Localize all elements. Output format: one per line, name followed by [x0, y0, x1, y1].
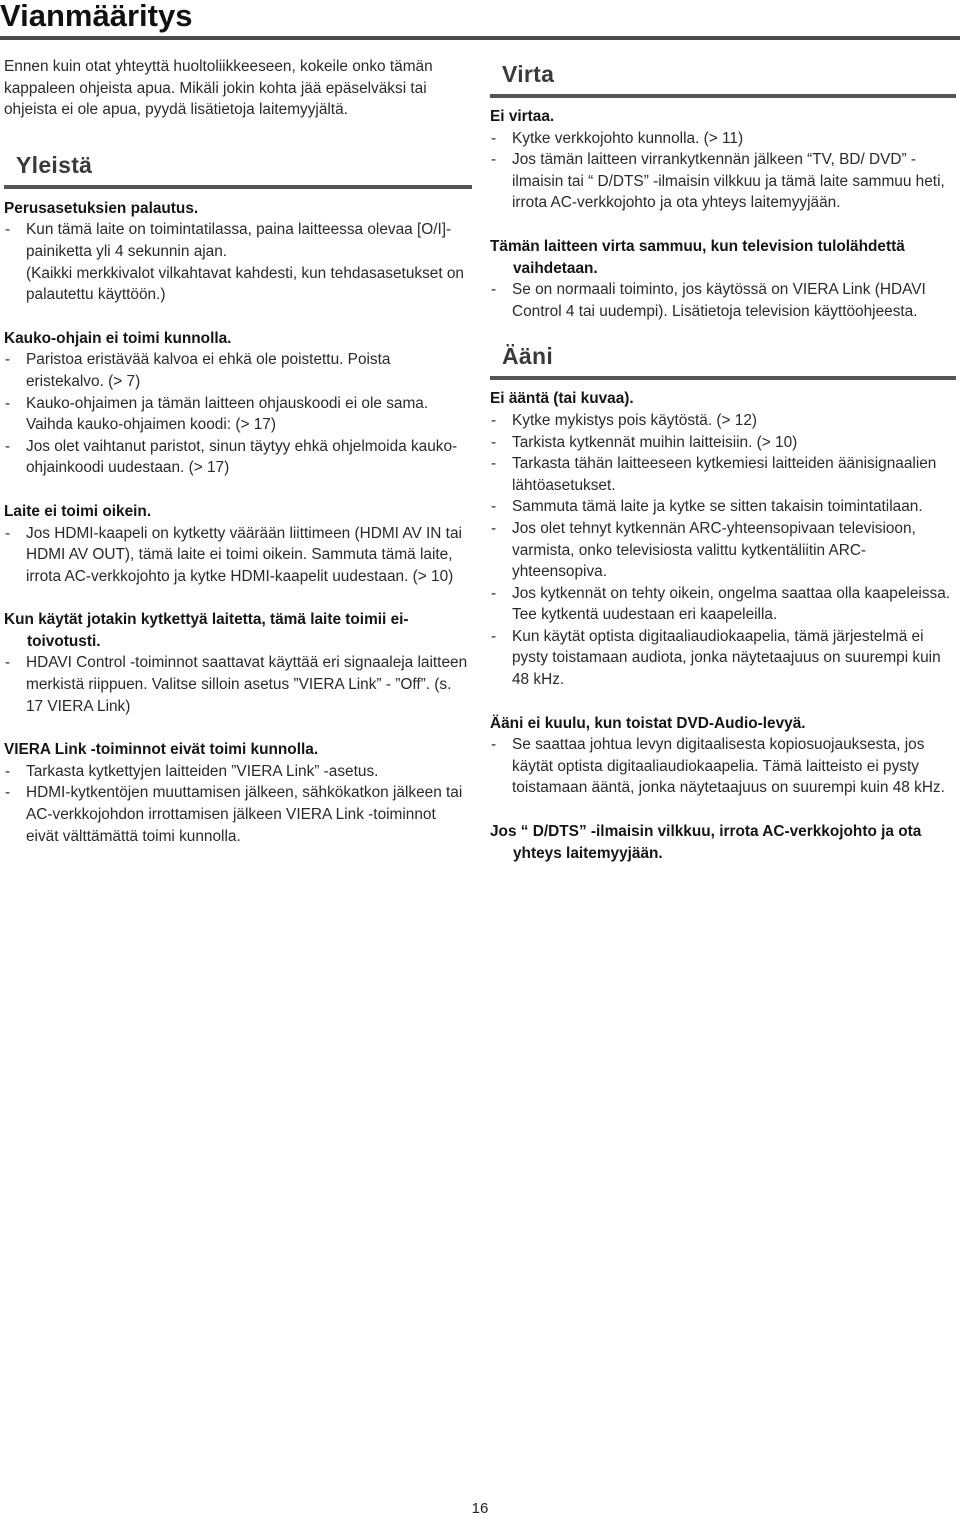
page-title: Vianmääritys: [0, 0, 193, 33]
reset-title: Perusasetuksien palautus.: [4, 199, 199, 217]
list-item: - Kytke verkkojohto kunnolla. (> 11): [490, 128, 956, 150]
list-item: - Kauko-ohjaimen ja tämän laitteen ohjauskoodi ei ole sama. Vaihda kauko-ohjaimen koodi: (> 17): [4, 393, 472, 436]
list-item: - Paristoa eristävää kalvoa ei ehkä ole poistettu. Poista eristekalvo. (> 7): [4, 349, 472, 392]
device-list: [4, 523, 472, 588]
list-item: - Se on normaali toiminto, jos käytössä on VIERA Link (HDAVI Control 4 tai uudempi). Lisätietoja television käyttöohjeesta.: [490, 279, 956, 322]
list-item: - Tarkasta tähän laitteeseen kytkemiesi laitteiden äänisignaalien lähtöasetukset.: [490, 453, 956, 496]
list-item: - HDMI-kytkentöjen muuttamisen jälkeen, sähkökatkon jälkeen tai AC-verkkojohdon irrottamisen jälkeen VIERA Link -toiminnot eivät välttämättä toimi kunnolla.: [4, 782, 472, 847]
page-number: 16: [471, 1500, 489, 1517]
section-heading-power: Virta: [502, 61, 555, 87]
list-item: - Kun tämä laite on toimintatilassa, paina laitteessa olevaa [O/I]-painiketta yli 4 sekunnin ajan.: [4, 219, 472, 262]
section-heading-general: Yleistä: [16, 151, 93, 178]
list-item: - Kun käytät optista digitaaliaudiokaapelia, tämä järjestelmä ei pysty toistamaan audiota, jonka näytetaajuus on suurempi kuin 48 kHz.: [490, 626, 956, 691]
list-item: - Kytke mykistys pois käytöstä. (> 12): [490, 410, 956, 432]
list-item: - HDAVI Control -toiminnot saattavat käyttää eri signaaleja laitteen merkistä riippuen. Valitse silloin asetus ”VIERA Link” - ”Off”. (s. 17 VIERA Link): [4, 652, 472, 717]
section-heading-sound: Ääni: [502, 343, 554, 370]
list-item: - Jos olet vaihtanut paristot, sinun täytyy ehkä ohjelmoida kauko-ohjainkoodi uudestaan. (> 17): [4, 436, 472, 479]
device-title: Laite ei toimi oikein.: [4, 502, 152, 520]
tvinput-title: Tämän laitteen virta sammuu, kun television tulolähdettä vaihdetaan.: [490, 237, 905, 277]
reset-list: [4, 219, 472, 262]
list-item: - Tarkasta kytkettyjen laitteiden ”VIERA Link” -asetus.: [4, 761, 472, 783]
section-general: [4, 151, 472, 189]
nosound-list: [490, 410, 956, 691]
dvdaudio-list: [490, 734, 956, 799]
list-item: - Jos kytkennät on tehty oikein, ongelma saattaa olla kaapeleissa. Tee kytkentä uudestaan eri kaapeleilla.: [490, 583, 956, 626]
nopower-list: [490, 128, 956, 214]
intro-text: Ennen kuin otat yhteyttä huoltoliikkeeseen, kokeile onko tämän kappaleen ohjeista apua. Mikäli jokin kohta jää epäselväksi tai ohjeista ei ole apua, pyydä lisätietoja laitemyyjältä.: [4, 58, 433, 119]
list-item: - Se saattaa johtua levyn digitaalisesta kopiosuojauksesta, jos käytät optista digitaaliaudiokaapelia. Tämä laitteisto ei pysty toistamaan ääntä, jonka näytetaajuus on suurempi kuin 48 kHz.: [490, 734, 956, 799]
connected-title: Kun käytät jotakin kytkettyä laitetta, tämä laite toimii ei-toivotusti.: [4, 611, 409, 650]
tvinput-list: [490, 279, 956, 322]
list-item: - Jos HDMI-kaapeli on kytketty väärään liittimeen (HDMI AV IN tai HDMI AV OUT), tämä laite ei toimi oikein. Sammuta tämä laite, irrota AC-verkkojohto ja kytke HDMI-kaapelit uudestaan. (> 10): [4, 523, 472, 588]
remote-title: Kauko-ohjain ei toimi kunnolla.: [4, 329, 232, 347]
remote-list: [4, 349, 472, 479]
reset-note: (Kaikki merkkivalot vilkahtavat kahdesti, kun tehdasasetukset on palautettu käyttöön.): [26, 264, 464, 304]
section-sound: [490, 342, 956, 380]
list-item: - Sammuta tämä laite ja kytke se sitten takaisin toimintatilaan.: [490, 496, 956, 518]
connected-list: [4, 652, 472, 717]
list-item: - Tarkista kytkennät muihin laitteisiin. (> 10): [490, 432, 956, 454]
title-rule: [0, 36, 960, 40]
right-column: [490, 60, 956, 864]
list-item: - Jos tämän laitteen virrankytkennän jälkeen “TV, BD/ DVD” -ilmaisin tai “ D/DTS” -ilmaisin vilkkuu ja tämä laite sammuu heti, irrota AC-verkkojohto ja ota yhteys laitemyyjään.: [490, 149, 956, 214]
nopower-title: Ei virtaa.: [490, 108, 555, 125]
left-column: [4, 56, 472, 847]
viera-title: VIERA Link -toiminnot eivät toimi kunnolla.: [4, 741, 319, 759]
dvdaudio-title: Ääni ei kuulu, kun toistat DVD-Audio-levyä.: [490, 714, 806, 732]
nosound-title: Ei ääntä (tai kuvaa).: [490, 390, 634, 408]
viera-list: [4, 761, 472, 847]
dts-title: Jos “ D/DTS” -ilmaisin vilkkuu, irrota AC-verkkojohto ja ota yhteys laitemyyjään.: [490, 823, 922, 862]
list-item: - Jos olet tehnyt kytkennän ARC-yhteensopivaan televisioon, varmista, onko televisiosta valittu kytkentäliitin ARC-yhteensopiva.: [490, 518, 956, 583]
section-power: [490, 60, 956, 98]
